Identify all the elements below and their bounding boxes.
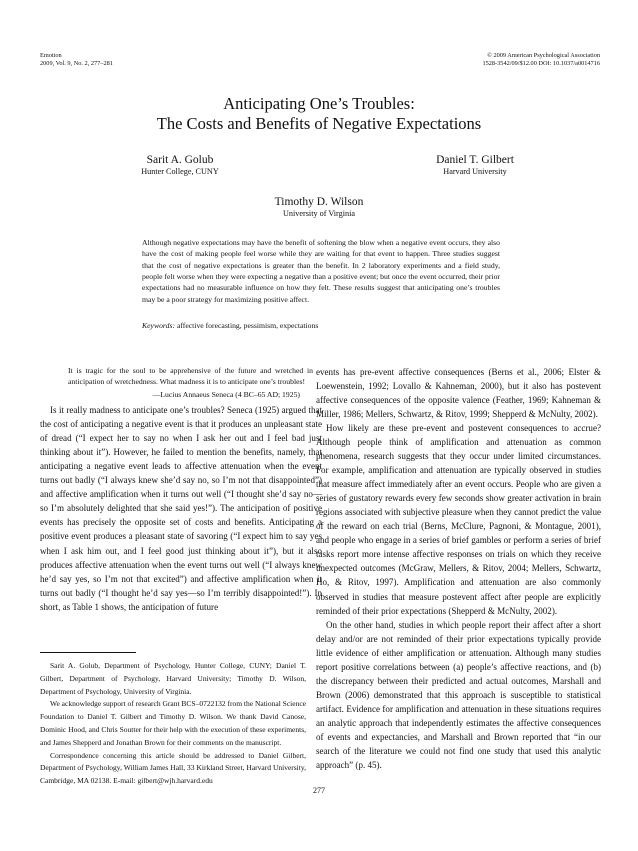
body-paragraph: events has pre-event affective consequences (Berns et al., 2006; Elster & Loewenstein, 1992; Lovallo & Kahneman, 2000), but it also has postevent affective consequences of the opposite valence (Feather, 1969; Kahneman & Miller, 1986; Mellers, Schwartz, & Ritov, 1999; Shepperd & McNulty, 2002). xyxy=(316,367,601,420)
keywords-text: affective forecasting, pessimism, expectations xyxy=(176,321,319,330)
right-column xyxy=(316,365,601,772)
journal-header xyxy=(40,52,113,67)
footnote-correspondence: Correspondence concerning this article should be addressed to Daniel Gilbert, Department of Psychology, William James Hall, 33 Kirkland Street, Harvard University, Cambridge, MA 02138. E-mail: gilbert@wjh.harvard.edu xyxy=(40,750,306,786)
left-column xyxy=(40,365,322,614)
body-paragraph: On the other hand, studies in which people report their affect after a short delay and/or are not reminded of their prior expectations typically provide little evidence of either amplification or attenuation. Although many studies report positive correlations between (a) people’s affective reactions, and (b) the discrepancy between their predicted and actual outcomes, Marshall and Brown (2006) demonstrated that this approach is susceptible to statistical artifact. Evidence for amplification and attenuation in these situations requires an analytic approach that independently estimates the affective consequences of events and expectancies, and Marshall and Brown reported that “in our search of the literature we could not find one study that used this analytic approach” (p. 45). xyxy=(316,619,601,770)
keywords-label: Keywords: xyxy=(142,321,176,330)
author-wilson xyxy=(219,196,419,219)
page-number: 277 xyxy=(313,786,325,795)
journal-name: Emotion xyxy=(40,52,62,59)
body-paragraph: How likely are these pre-event and postevent consequences to accrue? Although people think of amplification and attenuation as common phenomena, research suggests that they occur under limited circumstances. For example, amplification and attenuation are typically observed in studies that measure affect immediately after an event occurs. People who are given a series of gustatory rewards every few seconds show greater activation in brain regions associated with subjective pleasure when they cannot predict the value of the reward on each trial (Berns, McClure, Pagnoni, & Montague, 2001), and people who engage in a series of brief gambles or perform a series of brief tasks report more intense affective responses on trials on which they receive unexpected outcomes (McGraw, Mellers, & Ritov, 2004; Mellers, Schwartz, Ho, & Ritov, 1997). Amplification and attenuation are also commonly observed in studies that measure postevent affect after people are explicitly reminded of their prior expectations (Shepperd & McNulty, 2002). xyxy=(316,423,601,616)
author-affiliation: University of Virginia xyxy=(283,209,355,218)
footnote-affiliations: Sarit A. Golub, Department of Psychology, Hunter College, CUNY; Daniel T. Gilbert, Department of Psychology, Harvard University; Timothy D. Wilson, Department of Psychology, University of Virginia. xyxy=(40,661,306,696)
epigraph-quote: It is tragic for the soul to be apprehensive of the future and wretched in anticipation of wretchedness. What madness it is to anticipate one’s troubles! xyxy=(68,366,313,387)
author-name: Sarit A. Golub xyxy=(146,154,214,166)
title-line-1: Anticipating One’s Troubles: xyxy=(223,94,415,113)
article-title xyxy=(0,94,638,134)
copyright-header xyxy=(482,52,600,67)
abstract: Although negative expectations may have the benefit of softening the blow when a negative event occurs, they also have the cost of making people feel worse while they are waiting for that event to happen. Three studies suggest that the cost of negative expectations is greater than the benefit. In 2 laboratory experiments and a field study, people felt worse when they were expecting a negative than a positive event; but once the event occurred, their prior expectations had no measurable influence on how they felt. These results suggest that anticipating one’s troubles may be a poor strategy for maximizing positive affect. xyxy=(142,238,500,304)
author-name: Timothy D. Wilson xyxy=(274,196,364,208)
author-affiliation: Hunter College, CUNY xyxy=(141,167,219,176)
body-paragraph: Is it really madness to anticipate one’s troubles? Seneca (1925) argued that the cost of anticipating a negative event is that it produces an unpleasant state of dread (“I expect her to say no when I ask her out and I feel bad just thinking about it”). However, he failed to mention the benefits, namely, that anticipating a negative event leads to affective attenuation when the event turns out badly (“I always knew she’d say no, so I’m not that disappointed”) and affective amplification when it turns out well (“I thought she’d say no—so I’m absolutely delighted that she said yes!”). The anticipation of positive events has precisely the opposite set of costs and benefits. Anticipating a positive event produces a pleasant state of savoring (“I expect him to say yes when I ask him out, and I feel good just thinking about it”), but it also produces affective attenuation when the event turns out well (“I always knew he’d say yes, so I’m not that excited”) and affective amplification when it turns out badly (“I thought he’d say yes—so I’m terribly disappointed!”). In short, as Table 1 shows, the anticipation of future xyxy=(40,405,322,612)
copyright-line: © 2009 American Psychological Association xyxy=(487,52,600,59)
author-gilbert xyxy=(385,154,565,177)
author-name: Daniel T. Gilbert xyxy=(436,154,514,166)
footnote-acknowledgments: We acknowledge support of research Grant BCS–0722132 from the National Science Foundation to Daniel T. Gilbert and Timothy D. Wilson. We thank David Canose, Dominic Hood, and Chris Soutter for their help with the execution of these experiments, and James Shepperd and Jonathan Brown for their comments on the manuscript. xyxy=(40,699,306,747)
footnote-divider xyxy=(40,652,136,653)
title-line-2: The Costs and Benefits of Negative Expectations xyxy=(156,114,482,133)
author-affiliation: Harvard University xyxy=(443,167,507,176)
journal-volume: 2009, Vol. 9, No. 2, 277–281 xyxy=(40,59,113,67)
epigraph-source: —Lucius Annaeus Seneca (4 BC–65 AD; 1925) xyxy=(152,390,300,400)
author-note xyxy=(40,660,306,788)
keywords xyxy=(142,321,318,331)
doi-line: 1528-3542/09/$12.00 DOI: 10.1037/a0014716 xyxy=(482,59,600,67)
author-golub xyxy=(100,154,260,177)
